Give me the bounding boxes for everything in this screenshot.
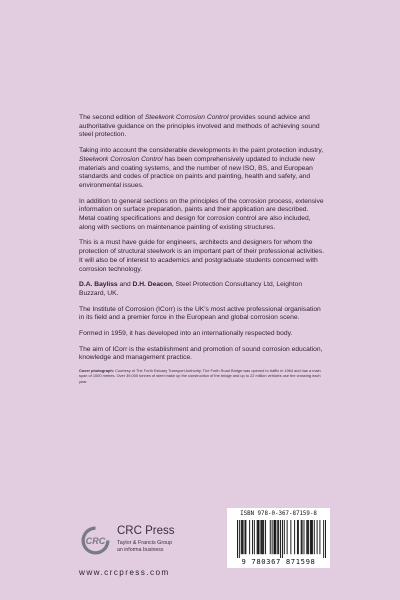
barcode-bar bbox=[260, 520, 261, 554]
blurb-paragraph-4: This is a must have guide for engineers, architects and designers for whom the protection of structural steelwork is an important part of their professional activities. It will also be of interest to academics and postgraduate students concerned with corrosion technology. bbox=[79, 239, 324, 273]
barcode-bars bbox=[237, 520, 326, 558]
barcode-bar bbox=[284, 520, 285, 554]
author-credit: D.A. Bayliss and D.H. Deacon, Steel Protection Consultancy Ltd, Leighton Buzzard, UK. bbox=[79, 281, 303, 297]
author-1: D.A. Bayliss bbox=[79, 281, 118, 289]
icorr-paragraph-1: The Institute of Corrosion (ICorr) is the UK's most active professional organisation in its field and a premier force in the European and global corrosion scene. bbox=[79, 305, 321, 322]
barcode-bar bbox=[237, 520, 238, 558]
publisher-informa: an informa business bbox=[117, 547, 164, 553]
barcode-bar bbox=[243, 520, 244, 554]
icorr-paragraph-3: The aim of ICorr is the establishment and promotion of sound corrosion education, knowledge and management practice. bbox=[79, 345, 323, 362]
author-2: D.H. Deacon bbox=[132, 281, 172, 289]
barcode-bar bbox=[252, 520, 253, 554]
publisher-name: CRC Press bbox=[117, 525, 175, 537]
barcode-bar bbox=[306, 520, 307, 554]
barcode-bar bbox=[280, 520, 281, 558]
barcode-bar bbox=[241, 520, 242, 554]
barcode-digits: 9 780367 871598 bbox=[241, 557, 316, 566]
barcode-bar bbox=[277, 520, 278, 554]
barcode-bar bbox=[249, 520, 250, 554]
barcode-bar bbox=[290, 520, 291, 554]
barcode-bar bbox=[244, 520, 245, 554]
barcode-bar bbox=[239, 520, 240, 558]
barcode-bar bbox=[275, 520, 276, 554]
barcode-bar bbox=[311, 520, 312, 554]
barcode-bar bbox=[254, 520, 255, 554]
barcode-bar bbox=[294, 520, 295, 554]
barcode-bar bbox=[262, 520, 263, 554]
publisher-website: www.crcpress.com bbox=[79, 568, 170, 577]
icorr-paragraph-2: Formed in 1959, it has developed into an internationally respected body. bbox=[79, 330, 293, 338]
barcode-bar bbox=[304, 520, 305, 554]
barcode-bar bbox=[270, 520, 271, 554]
barcode-bar bbox=[301, 520, 302, 554]
barcode-bar bbox=[282, 520, 283, 558]
barcode-bar bbox=[323, 520, 324, 558]
barcode-bar bbox=[307, 520, 308, 554]
book-title-italic: Steelwork Corrosion Control bbox=[144, 114, 229, 121]
barcode-bar bbox=[298, 520, 299, 554]
barcode-bar bbox=[297, 520, 298, 554]
barcode-bar bbox=[274, 520, 275, 554]
svg-text:CRC: CRC bbox=[85, 535, 106, 546]
barcode-bar bbox=[310, 520, 311, 554]
blurb-paragraph-3: In addition to general sections on the principles of the corrosion process, extensive information on surface preparation, paints and their application are described. Metal coating specifications and design for corrosion control are also included, along with sections on maintenance painting of existing structures. bbox=[79, 197, 324, 231]
isbn-barcode bbox=[227, 508, 330, 568]
barcode-bar bbox=[272, 520, 273, 554]
isbn-number: ISBN 978-0-367-87159-8 bbox=[240, 511, 317, 517]
barcode-bar bbox=[314, 520, 315, 554]
cover-photograph-credit: Cover photograph: Courtesy of The Forth Estuary Transport Authority. The Forth Road Bridge was opened to traffic in 1964 and has a main span of 1000 metres. Over 39,000 tonnes of steel make up the construction of the bridge and up to 22 million vehicles use the crossing each year. bbox=[79, 368, 321, 384]
barcode-bar bbox=[274, 520, 275, 554]
barcode-bar bbox=[259, 520, 260, 554]
blurb-paragraph-2: Taking into account the considerable developments in the paint protection industry, Steelwork Corrosion Control has been comprehensively updated to include new materials and coating systems, and the number of new ISO, BS, and European standards and codes of practice on paints and painting, health and safety, and environmental issues. bbox=[79, 147, 324, 189]
book-title-italic: Steelwork Corrosion Control bbox=[79, 155, 163, 163]
barcode-bar bbox=[258, 520, 259, 554]
barcode-bar bbox=[302, 520, 303, 554]
publisher-group: Taylor & Francis Group bbox=[117, 540, 173, 546]
barcode-bar bbox=[287, 520, 288, 554]
barcode-bar bbox=[257, 520, 258, 554]
barcode-bar bbox=[312, 520, 313, 554]
barcode-bar bbox=[261, 520, 262, 554]
blurb-paragraph-1: The second edition of Steelwork Corrosion Control provides sound advice and authoritative guidance on the principles involved and methods of achieving sound steel protection. bbox=[79, 114, 320, 139]
barcode-bar bbox=[263, 520, 264, 554]
barcode-bar bbox=[245, 520, 246, 554]
barcode-bar bbox=[265, 520, 266, 554]
barcode-bar bbox=[308, 520, 309, 554]
crc-logo-icon bbox=[79, 524, 112, 557]
barcode-bar bbox=[242, 520, 243, 554]
barcode-bar bbox=[325, 520, 326, 558]
barcode-bar bbox=[317, 520, 318, 554]
barcode-bar bbox=[278, 520, 279, 554]
blurb-column bbox=[79, 114, 325, 388]
barcode-bar bbox=[319, 520, 320, 554]
